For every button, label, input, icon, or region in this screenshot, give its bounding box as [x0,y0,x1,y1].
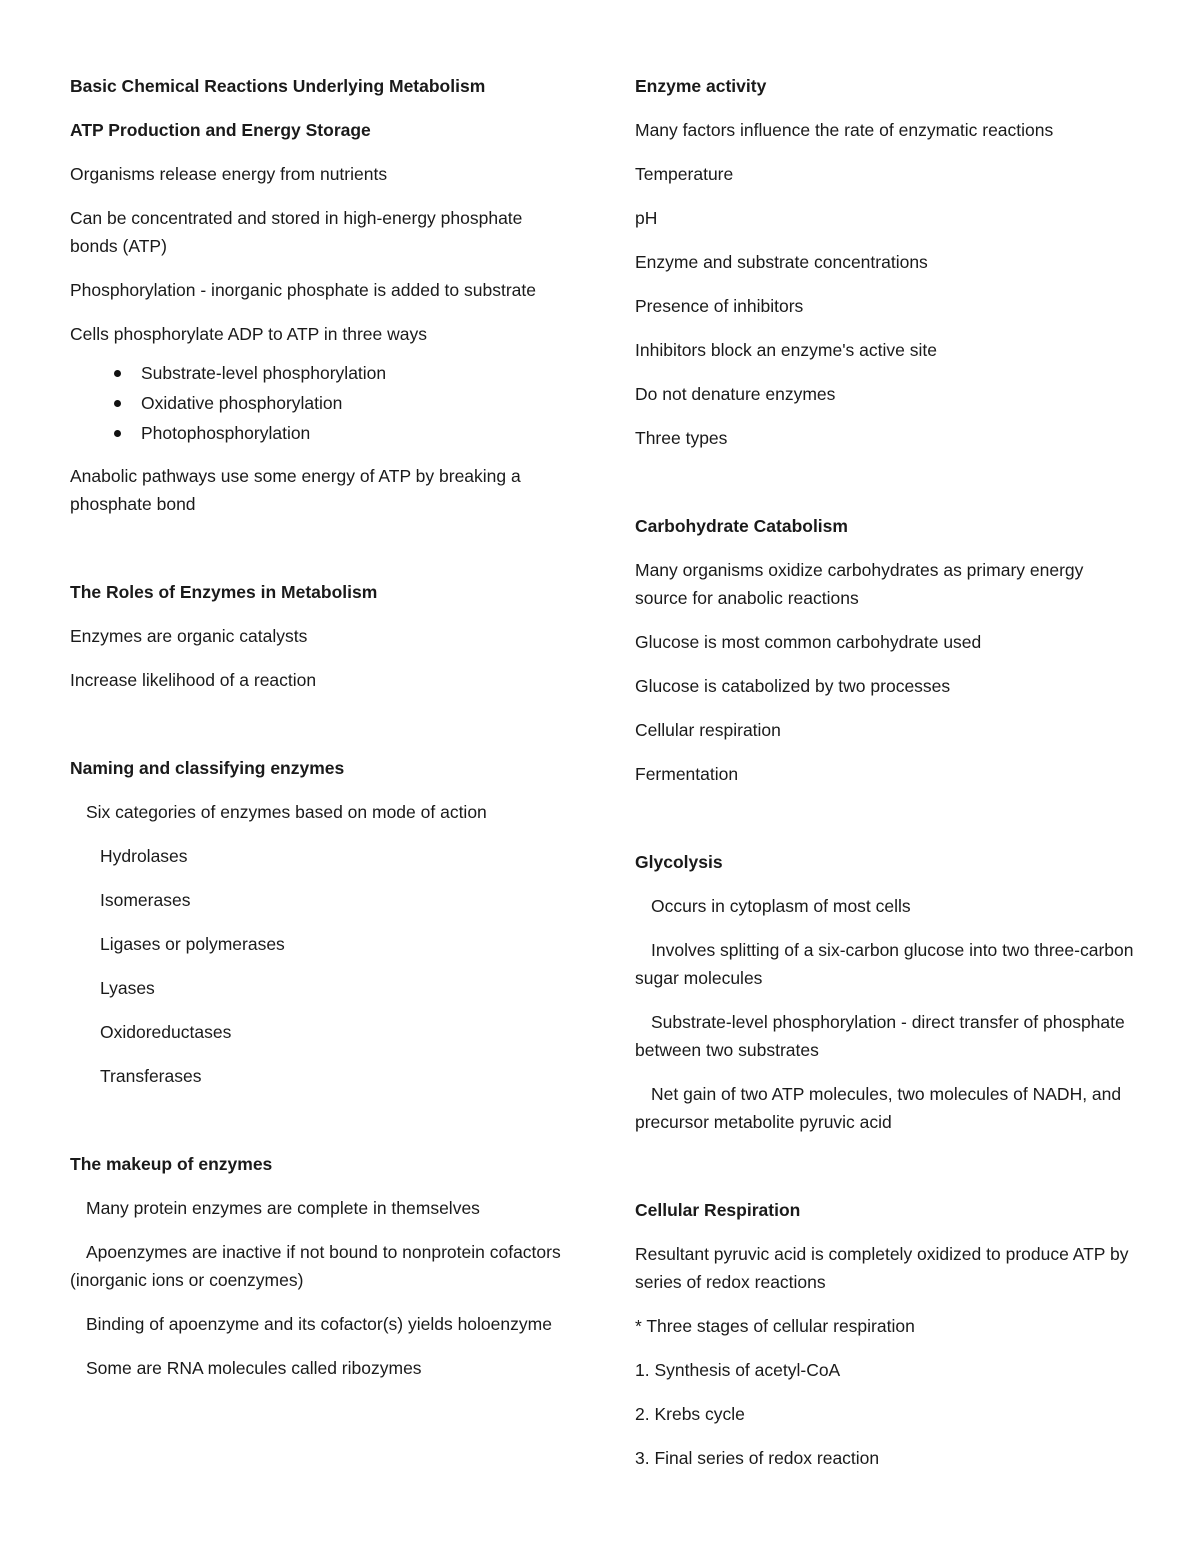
paragraph: Occurs in cytoplasm of most cells [651,896,911,916]
paragraph: Cells phosphorylate ADP to ATP in three ways [70,324,427,344]
section-title: Naming and classifying enzymes [70,758,345,778]
section-subtitle: ATP Production and Energy Storage [70,120,371,140]
paragraph: Cellular respiration [635,720,781,740]
bullet-item: Photophosphorylation [70,418,570,448]
paragraph: Can be concentrated and stored in high-energy phosphate bonds (ATP) [70,208,523,256]
paragraph: Organisms release energy from nutrients [70,164,388,184]
paragraph: Temperature [635,164,734,184]
list-item: Oxidoreductases [100,1022,232,1042]
list-item: Hydrolases [100,846,188,866]
section-title: Enzyme activity [635,76,767,96]
paragraph: Fermentation [635,764,739,784]
bullet-list [70,358,570,448]
paragraph: Net gain of two ATP molecules, two molecules of NADH, and precursor metabolite pyruvic acid [635,1084,1122,1132]
list-item: Lyases [100,978,155,998]
paragraph: pH [635,208,658,228]
paragraph: Many factors influence the rate of enzymatic reactions [635,120,1054,140]
section-title: The makeup of enzymes [70,1154,273,1174]
paragraph: Glucose is most common carbohydrate used [635,632,982,652]
paragraph: Resultant pyruvic acid is completely oxidized to produce ATP by series of redox reactions [635,1244,1129,1292]
paragraph: Enzyme and substrate concentrations [635,252,928,272]
paragraph: Phosphorylation - inorganic phosphate is added to substrate [70,280,536,300]
right-column [635,72,1135,1488]
paragraph: Six categories of enzymes based on mode of action [86,802,487,822]
paragraph: Binding of apoenzyme and its cofactor(s) yields holoenzyme [86,1314,552,1334]
section-title: Carbohydrate Catabolism [635,516,848,536]
section-title: Glycolysis [635,852,723,872]
left-column [70,72,570,1398]
paragraph: Enzymes are organic catalysts [70,626,308,646]
paragraph: Apoenzymes are inactive if not bound to nonprotein cofactors (inorganic ions or coenzymes) [70,1242,561,1290]
paragraph: Do not denature enzymes [635,384,836,404]
bullet-item: Oxidative phosphorylation [70,388,570,418]
paragraph: 2. Krebs cycle [635,1404,745,1424]
paragraph: * Three stages of cellular respiration [635,1316,915,1336]
bullet-icon [114,400,121,407]
paragraph: Inhibitors block an enzyme's active site [635,340,937,360]
bullet-icon [114,430,121,437]
paragraph: 3. Final series of redox reaction [635,1448,880,1468]
paragraph: Glucose is catabolized by two processes [635,676,951,696]
section-title: Cellular Respiration [635,1200,801,1220]
bullet-icon [114,370,121,377]
section-title: The Roles of Enzymes in Metabolism [70,582,378,602]
paragraph: Substrate-level phosphorylation - direct transfer of phosphate between two substrates [635,1012,1125,1060]
paragraph: Some are RNA molecules called ribozymes [86,1358,422,1378]
paragraph: Increase likelihood of a reaction [70,670,317,690]
bullet-item: Substrate-level phosphorylation [70,358,570,388]
section-title: Basic Chemical Reactions Underlying Metabolism [70,76,486,96]
list-item: Ligases or polymerases [100,934,285,954]
paragraph: Involves splitting of a six-carbon glucose into two three-carbon sugar molecules [635,940,1134,988]
paragraph: 1. Synthesis of acetyl-CoA [635,1360,841,1380]
paragraph: Many protein enzymes are complete in themselves [86,1198,480,1218]
paragraph: Presence of inhibitors [635,296,804,316]
list-item: Transferases [100,1066,202,1086]
paragraph: Three types [635,428,728,448]
list-item: Isomerases [100,890,191,910]
paragraph: Anabolic pathways use some energy of ATP by breaking a phosphate bond [70,466,521,514]
paragraph: Many organisms oxidize carbohydrates as primary energy source for anabolic reactions [635,560,1084,608]
